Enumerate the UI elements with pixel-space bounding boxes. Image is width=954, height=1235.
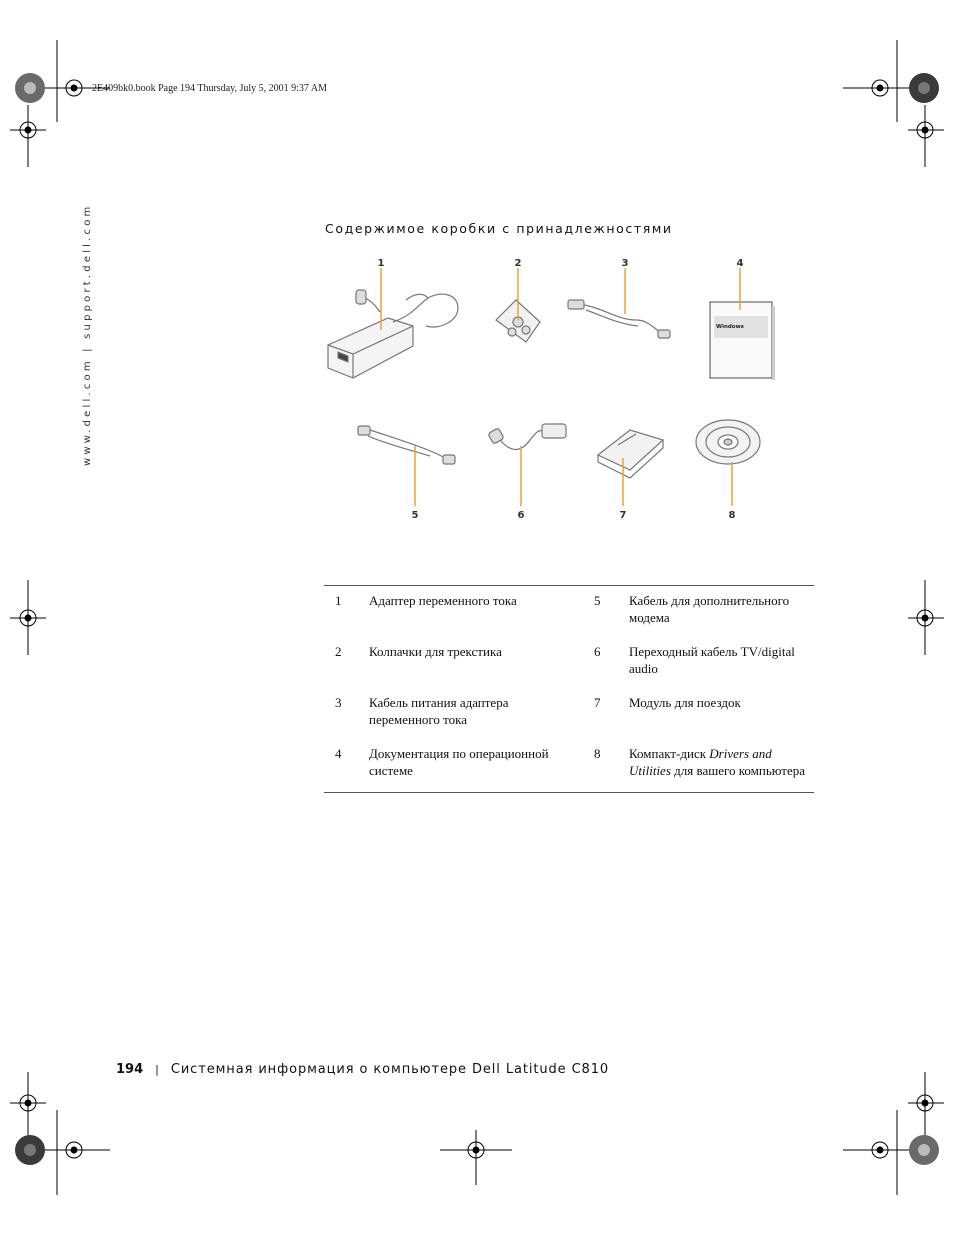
footer-separator: | [155, 1063, 159, 1076]
item-description: Адаптер переменного тока [369, 593, 517, 608]
callout-2: 2 [514, 258, 522, 269]
footer-title: Системная информация о компьютере Dell Latitude C810 [170, 1062, 610, 1077]
item-number: 6 [594, 644, 601, 659]
item-description: Кабель питания адаптера переменного тока [369, 695, 509, 727]
side-url: www.dell.com | support.dell.com [82, 203, 93, 466]
item-number: 7 [594, 695, 601, 710]
print-header: 2E409bk0.book Page 194 Thursday, July 5, 2001 9:37 AM [92, 83, 327, 94]
callout-5: 5 [411, 510, 419, 521]
item-description: Переходный кабель TV/digital audio [629, 644, 795, 676]
item-number: 8 [594, 746, 601, 761]
callout-3: 3 [621, 258, 629, 269]
doc-windows-label: Windows [716, 324, 744, 330]
callout-6: 6 [517, 510, 525, 521]
item-number: 5 [594, 593, 601, 608]
item-description: Модуль для поездок [629, 695, 741, 710]
callout-8: 8 [728, 510, 736, 521]
page-number: 194 [116, 1062, 144, 1077]
item-description: Колпачки для трекстика [369, 644, 502, 659]
item-number: 2 [335, 644, 342, 659]
callout-1: 1 [377, 258, 385, 269]
cd-desc-italic: Drivers and Utilities [629, 746, 772, 778]
item-number: 3 [335, 695, 342, 710]
cd-desc-suffix: для вашего компьютера [670, 763, 806, 778]
cd-desc-prefix: Компакт-диск [629, 746, 710, 761]
callout-4: 4 [736, 258, 744, 269]
item-description: Кабель для дополнительного модема [629, 593, 790, 625]
section-title: Содержимое коробки с принадлежностями [325, 221, 673, 236]
callout-7: 7 [619, 510, 627, 521]
item-description: Документация по операционной системе [369, 746, 549, 778]
item-number: 4 [335, 746, 342, 761]
item-number: 1 [335, 593, 342, 608]
